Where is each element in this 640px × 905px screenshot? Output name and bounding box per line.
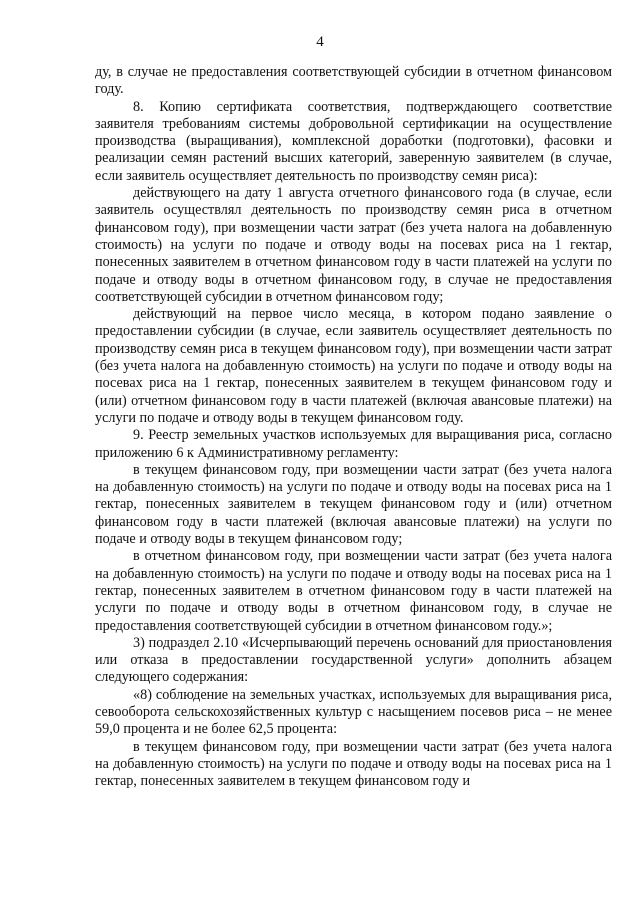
paragraph-new-item-8-current-year: в текущем финансовом году, при возмещении части затрат (без учета налога на добавленную стоимость) на услуги по подаче и отводу воды на посевах риса на 1 гектар, понесенных заявителем в текущем финансовом году и xyxy=(95,738,612,790)
document-body xyxy=(95,64,612,790)
page-number: 4 xyxy=(316,34,324,50)
paragraph-new-item-8: «8) соблюдение на земельных участках, используемых для выращивания риса, севооборота сельскохозяйственных культур с насыщением посевов риса – не менее 59,0 процента и не более 62,5 процента: xyxy=(95,686,612,738)
paragraph-item-9: 9. Реестр земельных участков используемых для выращивания риса, согласно приложению 6 к Административному регламенту: xyxy=(95,427,612,461)
paragraph-item-9-current-year: в текущем финансовом году, при возмещении части затрат (без учета налога на добавленную стоимость) на услуги по подаче и отводу воды на посевах риса на 1 гектар, понесенных заявителем в текущем финансовом году и (или) отчетном финансовом году в части платежей (включая авансовые платежи) на услуги по подаче и отводу воды в текущем финансовом году; xyxy=(95,461,612,548)
paragraph-item-8-current-year: действующий на первое число месяца, в котором подано заявление о предоставлении субсидии (в случае, если заявитель осуществляет деятельность по производству семян риса в текущем финансовом году), при возмещении части затрат (без учета налога на добавленную стоимость) на услуги по подаче и отводу воды на посевах риса на 1 гектар, понесенных заявителем в текущем финансовом году и (или) отчетном финансовом году в части платежей (включая авансовые платежи) на услуги по подаче и отводу воды в текущем финансовом году. xyxy=(95,306,612,426)
paragraph-continuation: ду, в случае не предоставления соответствующей субсидии в отчетном финансовом году. xyxy=(95,64,612,98)
paragraph-subsection-2-10: 3) подраздел 2.10 «Исчерпывающий перечень оснований для приостановления или отказа в предоставлении государственной услуги» дополнить абзацем следующего содержания: xyxy=(95,634,612,686)
paragraph-item-8: 8. Копию сертификата соответствия, подтверждающего соответствие заявителя требованиям системы добровольной сертификации на осуществление производства (выращивания), комплексной доработки (подготовки), фасовки и реализации семян растений высших категорий, заверенную заявителем (в случае, если заявитель осуществляет деятельность по производству семян риса): xyxy=(95,98,612,184)
paragraph-item-8-reporting-year: действующего на дату 1 августа отчетного финансового года (в случае, если заявитель осуществлял деятельность по производству семян риса в отчетном финансовом году), при возмещении части затрат (без учета налога на добавленную стоимость) на услуги по подаче и отводу воды на посевах риса на 1 гектар, понесенных заявителем в отчетном финансовом году в части платежей на услуги по подаче и отводу воды в отчетном финансовом году, в случае не предоставления соответствующей субсидии в отчетном финансовом году; xyxy=(95,185,612,305)
paragraph-item-9-reporting-year: в отчетном финансовом году, при возмещении части затрат (без учета налога на добавленную стоимость) на услуги по подаче и отводу воды на посевах риса на 1 гектар, понесенных заявителем в отчетном финансовом году в части платежей на услуги по подаче и отводу воды в отчетном финансовом году, в случае не предоставления соответствующей субсидии в отчетном финансовом году.»; xyxy=(95,548,612,634)
